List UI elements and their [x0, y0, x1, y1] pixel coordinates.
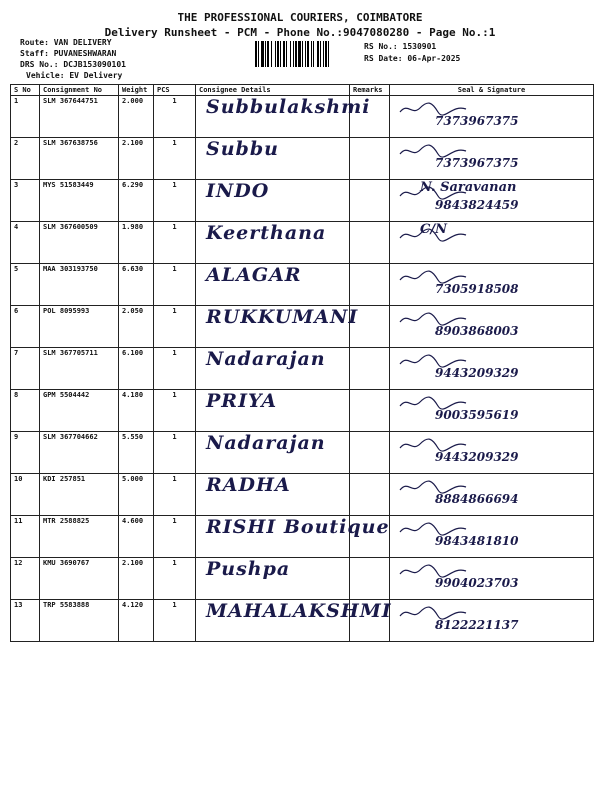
row-sno: 3 [11, 180, 40, 222]
row-consignment-no: SLM 367638756 [40, 138, 119, 180]
row-weight: 6.100 [119, 348, 154, 390]
row-sno: 1 [11, 96, 40, 138]
row-sno: 12 [11, 558, 40, 600]
consignee-name-handwritten: Nadarajan [206, 348, 326, 370]
row-pcs: 1 [154, 558, 196, 600]
consignee-name-handwritten: PRIYA [206, 390, 278, 412]
row-signature [390, 96, 594, 138]
row-consignment-no: SLM 367704662 [40, 432, 119, 474]
consignee-name-handwritten: RADHA [206, 474, 291, 496]
signature-note: N. Saravanan [420, 180, 517, 195]
row-consignee [196, 474, 350, 516]
row-consignee [196, 222, 350, 264]
row-consignment-no: POL 8095993 [40, 306, 119, 348]
row-consignment-no: SLM 367600509 [40, 222, 119, 264]
row-pcs: 1 [154, 516, 196, 558]
vehicle-label: Vehicle: EV Delivery [26, 71, 123, 80]
signature-phone: 8122221137 [435, 618, 519, 632]
company-title: THE PROFESSIONAL COURIERS, COIMBATORE [177, 11, 423, 24]
row-consignee [196, 558, 350, 600]
col-pcs: PCS [154, 85, 196, 96]
row-sno: 11 [11, 516, 40, 558]
runsheet-title: Delivery Runsheet - PCM - Phone No.:9047080280 - Page No.:1 [104, 26, 496, 39]
signature-phone: 8884866694 [435, 492, 519, 506]
row-signature [390, 348, 594, 390]
row-consignment-no: MYS 51583449 [40, 180, 119, 222]
route-label: Route: VAN DELIVERY [20, 38, 112, 47]
signature-phone: 7305918508 [435, 282, 519, 296]
rs-date-label: RS Date: 06-Apr-2025 [364, 54, 461, 63]
row-remarks [350, 600, 390, 642]
table-row [11, 264, 594, 306]
row-sno: 13 [11, 600, 40, 642]
row-remarks [350, 96, 390, 138]
staff-label: Staff: PUVANESHWARAN [20, 49, 117, 58]
col-consignee-details: Consignee Details [196, 85, 350, 96]
row-consignment-no: MTR 2588825 [40, 516, 119, 558]
consignee-name-handwritten: RISHI Boutique [206, 516, 390, 538]
runsheet-table [10, 84, 594, 642]
consignee-name-handwritten: RUKKUMANI [206, 306, 359, 328]
col-remarks: Remarks [350, 85, 390, 96]
col-weight: Weight [119, 85, 154, 96]
table-row [11, 348, 594, 390]
row-remarks [350, 474, 390, 516]
row-sno: 6 [11, 306, 40, 348]
col-consignment-no: Consignment No [40, 85, 119, 96]
barcode [255, 41, 356, 67]
row-consignment-no: MAA 303193750 [40, 264, 119, 306]
row-remarks [350, 138, 390, 180]
row-weight: 5.550 [119, 432, 154, 474]
signature-note: C/N [420, 222, 447, 237]
consignee-name-handwritten: Keerthana [206, 222, 327, 244]
row-remarks [350, 222, 390, 264]
signature-phone: 9443209329 [435, 366, 519, 380]
row-sno: 5 [11, 264, 40, 306]
row-consignee [196, 138, 350, 180]
row-signature [390, 600, 594, 642]
consignee-name-handwritten: ALAGAR [206, 264, 302, 286]
signature-phone: 9904023703 [435, 576, 519, 590]
table-row [11, 306, 594, 348]
row-consignment-no: GPM 5504442 [40, 390, 119, 432]
row-remarks [350, 516, 390, 558]
row-consignee [196, 180, 350, 222]
row-consignee [196, 600, 392, 642]
row-pcs: 1 [154, 96, 196, 138]
table-row [11, 222, 594, 264]
row-remarks [350, 432, 390, 474]
row-remarks [350, 390, 390, 432]
row-signature [390, 558, 594, 600]
table-row [11, 96, 594, 138]
row-signature [390, 306, 594, 348]
row-sno: 4 [11, 222, 40, 264]
signature-phone: 9843481810 [435, 534, 519, 548]
consignee-name-handwritten: INDO [206, 180, 270, 202]
row-remarks [350, 348, 390, 390]
row-weight: 4.120 [119, 600, 154, 642]
row-consignee [196, 306, 359, 348]
drs-label: DRS No.: DCJB153090101 [20, 60, 126, 69]
row-weight: 2.100 [119, 138, 154, 180]
table-row [11, 432, 594, 474]
table-row [11, 180, 594, 222]
row-remarks [350, 558, 390, 600]
signature-phone: 8903868003 [435, 324, 519, 338]
signature-phone: 9443209329 [435, 450, 519, 464]
table-row [11, 390, 594, 432]
row-sno: 9 [11, 432, 40, 474]
row-weight: 2.100 [119, 558, 154, 600]
row-weight: 5.000 [119, 474, 154, 516]
row-signature [390, 474, 594, 516]
row-pcs: 1 [154, 348, 196, 390]
row-pcs: 1 [154, 306, 196, 348]
table-row [11, 600, 594, 642]
consignee-name-handwritten: Subbulakshmi [206, 96, 371, 118]
row-consignment-no: TRP 5583888 [40, 600, 119, 642]
rs-no-label: RS No.: 1530901 [364, 42, 437, 51]
row-consignee [196, 264, 350, 306]
consignee-name-handwritten: Pushpa [206, 558, 291, 580]
row-signature [390, 432, 594, 474]
row-weight: 2.000 [119, 96, 154, 138]
row-consignment-no: SLM 367644751 [40, 96, 119, 138]
row-consignee [196, 432, 350, 474]
row-consignment-no: KDI 257851 [40, 474, 119, 516]
row-sno: 7 [11, 348, 40, 390]
row-pcs: 1 [154, 264, 196, 306]
row-remarks [350, 180, 390, 222]
table-row [11, 516, 594, 558]
col-seal-signature: Seal & Signature [390, 85, 594, 96]
row-remarks [350, 306, 390, 348]
row-signature [390, 138, 594, 180]
row-consignee [196, 96, 371, 138]
row-weight: 4.180 [119, 390, 154, 432]
signature-phone: 7373967375 [435, 114, 519, 128]
row-pcs: 1 [154, 474, 196, 516]
row-sno: 10 [11, 474, 40, 516]
consignee-name-handwritten: Subbu [206, 138, 279, 160]
row-sno: 8 [11, 390, 40, 432]
row-signature [390, 390, 594, 432]
table-row [11, 138, 594, 180]
row-weight: 6.630 [119, 264, 154, 306]
row-sno: 2 [11, 138, 40, 180]
row-weight: 6.290 [119, 180, 154, 222]
row-consignment-no: SLM 367705711 [40, 348, 119, 390]
signature-phone: 7373967375 [435, 156, 519, 170]
row-pcs: 1 [154, 180, 196, 222]
row-consignee [196, 348, 350, 390]
signature-phone: 9003595619 [435, 408, 519, 422]
row-consignee [196, 516, 390, 558]
row-consignee [196, 390, 350, 432]
consignee-name-handwritten: Nadarajan [206, 432, 326, 454]
table-row [11, 558, 594, 600]
row-weight: 2.050 [119, 306, 154, 348]
row-pcs: 1 [154, 138, 196, 180]
row-signature [390, 222, 594, 264]
row-pcs: 1 [154, 600, 196, 642]
row-consignment-no: KMU 3690767 [40, 558, 119, 600]
row-pcs: 1 [154, 222, 196, 264]
row-signature [390, 264, 594, 306]
signature-phone: 9843824459 [435, 198, 519, 212]
row-weight: 1.980 [119, 222, 154, 264]
row-remarks [350, 264, 390, 306]
table-row [11, 474, 594, 516]
row-pcs: 1 [154, 390, 196, 432]
table-header-row [11, 85, 594, 96]
col-sno: S No [11, 85, 40, 96]
row-weight: 4.600 [119, 516, 154, 558]
consignee-name-handwritten: MAHALAKSHMI [206, 600, 392, 622]
row-signature [390, 180, 594, 222]
row-pcs: 1 [154, 432, 196, 474]
row-signature [390, 516, 594, 558]
